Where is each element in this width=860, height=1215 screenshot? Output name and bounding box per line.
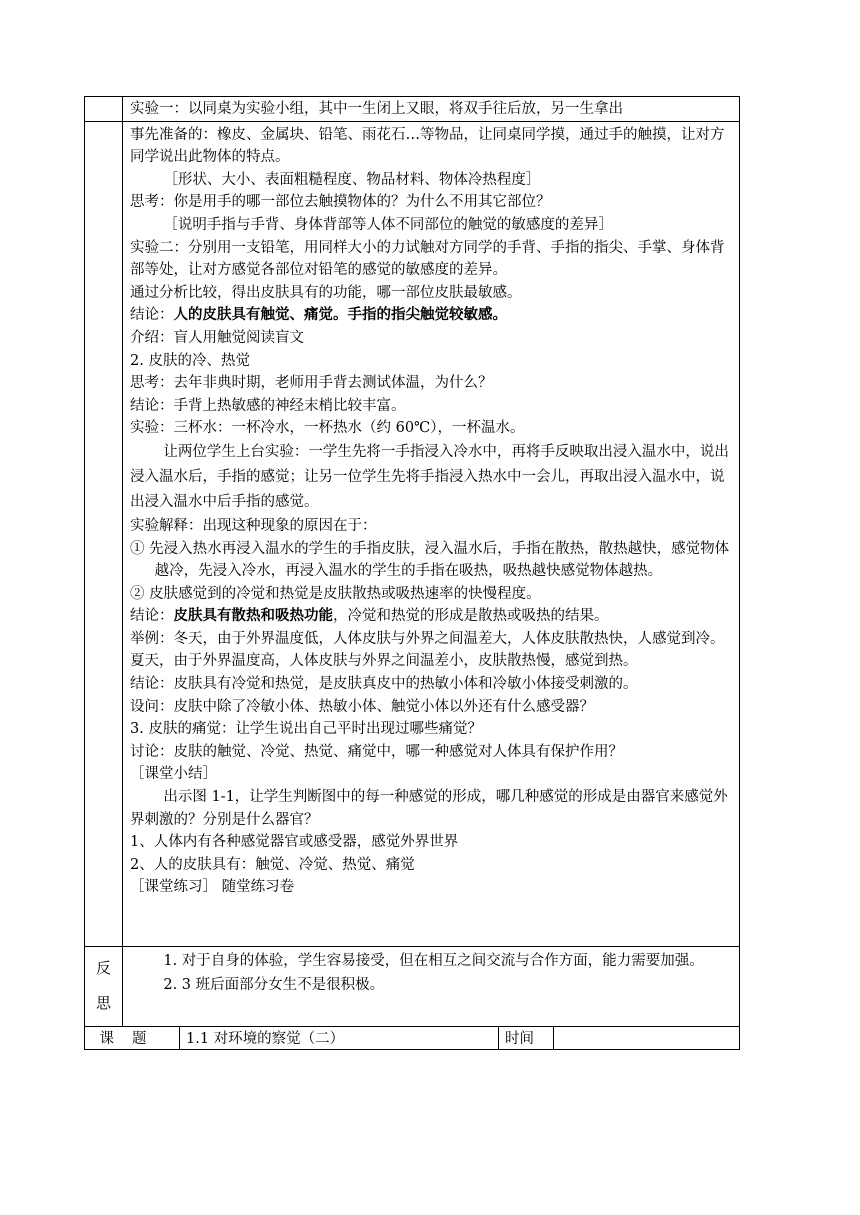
row1-content-cell: [123, 97, 740, 122]
paragraph-7: [130, 304, 733, 327]
time-value: [554, 1026, 740, 1049]
conclusion-prefix: 结论：: [130, 307, 174, 324]
paragraph-13: 让两位学生上台实验：一学生先将一手指浸入冷水中，再将手反映取出浸入温水中，说出浸入温水后，手指的感觉；让另一位学生先将手指浸入热水中一会儿，再取出浸入温水中，说出浸入温水中后手指的感觉。: [130, 443, 729, 510]
class-practice-line: ［课堂练习］ 随堂练习卷: [130, 879, 295, 896]
row-experiment-one: [85, 97, 740, 122]
paragraph-1: 事先准备的：橡皮、金属块、铅笔、雨花石…等物品，让同桌同学摸，通过手的触摸，让对方同学说出此物体的特点。: [130, 126, 725, 166]
reflection-label-cell: [85, 946, 123, 1026]
reflection-item-2: 2. 3 班后面部分女生不是很积极。: [163, 976, 385, 993]
paragraph-10: 思考：去年非典时期，老师用手背去测试体温，为什么？: [130, 375, 493, 392]
paragraph-4: ［说明手指与手背、身体背部等人体不同部位的触觉的敏感度的差异］: [163, 216, 613, 233]
paragraph-17: [130, 605, 733, 628]
paragraph-8: 介绍：盲人用触觉阅读盲文: [130, 329, 304, 346]
paragraph-14: 实验解释：出现这种现象的原因在于：: [130, 517, 377, 534]
topic-value: 1.1 对环境的察觉（二）: [180, 1026, 499, 1049]
main-content-cell: [123, 121, 740, 946]
paragraph-20: 设问：皮肤中除了冷敏小体、热敏小体、触觉小体以外还有什么感受器？: [130, 698, 594, 715]
reflection-content-cell: [123, 946, 740, 1026]
conclusion-prefix: 结论：: [130, 608, 174, 625]
paragraph-11: 结论：手背上热敏感的神经末梢比较丰富。: [130, 397, 406, 414]
class-summary-heading: ［课堂小结］: [130, 766, 217, 783]
reflection-item-1: 1. 对于自身的体验，学生容易接受，但在相互之间交流与合作方面，能力需要加强。: [163, 952, 704, 969]
paragraph-16: ② 皮肤感觉到的冷觉和热觉是皮肤散热或吸热速率的快慢程度。: [130, 585, 541, 602]
row-main-content: [85, 121, 740, 946]
row-topic: [85, 1026, 740, 1049]
paragraph-21: 3. 皮肤的痛觉：让学生说出自己平时出现过哪些痛觉？: [130, 721, 482, 738]
experiment-one-line: 实验一：以同桌为实验小组，其中一生闭上又眼，将双手往后放，另一生拿出: [130, 101, 623, 117]
reflection-label-char-2: 思: [95, 994, 111, 1013]
lesson-table: [84, 96, 740, 1050]
paragraph-22: 讨论：皮肤的触觉、冷觉、热觉、痛觉中，哪一种感觉对人体具有保护作用？: [130, 743, 623, 760]
paragraph-15: ① 先浸入热水再浸入温水的学生的手指皮肤，浸入温水后，手指在散热，散热越快，感觉物体越冷，先浸入冷水，再浸入温水的学生的手指在吸热，吸热越快感觉物体越热。: [130, 540, 730, 580]
reflection-label-char-1: 反: [95, 959, 111, 978]
summary-point-1: 1、人体内有各种感觉器官或感受器，感觉外界世界: [130, 834, 459, 851]
paragraph-18: 举例：冬天，由于外界温度低，人体皮肤与外界之间温差大，人体皮肤散热快，人感觉到冷。夏天，由于外界温度高，人体皮肤与外界之间温差小，皮肤散热慢，感觉到热。: [130, 630, 725, 670]
paragraph-3: 思考：你是用手的哪一部位去触摸物体的？为什么不用其它部位？: [130, 194, 551, 211]
row1-label-cell: [85, 97, 123, 122]
paragraph-12: 实验：三杯水：一杯冷水，一杯热水（约 60℃），一杯温水。: [130, 420, 525, 437]
row-reflection: [85, 946, 740, 1026]
paragraph-5: 实验二：分别用一支铅笔，用同样大小的力试触对方同学的手背、手指的指尖、手掌、身体背部等处，让对方感觉各部位对铅笔的感觉的敏感度的差异。: [130, 239, 725, 279]
conclusion-rest: ，冷觉和热觉的形成是散热或吸热的结果。: [333, 608, 609, 625]
paragraph-6: 通过分析比较，得出皮肤具有的功能，哪一部位皮肤最敏感。: [130, 284, 522, 301]
topic-title-label: 课题: [85, 1026, 180, 1049]
paragraph-2: ［形状、大小、表面粗糙程度、物品材料、物体冷热程度］: [163, 171, 541, 188]
conclusion-bold-text: 人的皮肤具有触觉、痛觉。手指的指尖触觉较敏感。: [173, 306, 507, 324]
conclusion-bold-text: 皮肤具有散热和吸热功能: [173, 607, 333, 625]
paragraph-19: 结论：皮肤具有冷觉和热觉，是皮肤真皮中的热敏小体和冷敏小体接受刺激的。: [130, 676, 638, 693]
main-label-cell: [85, 121, 123, 946]
paragraph-9: 2. 皮肤的冷、热觉: [130, 352, 250, 369]
lesson-plan-page: [84, 96, 739, 1050]
time-label: 时间: [499, 1026, 554, 1049]
paragraph-24: 出示图 1-1，让学生判断图中的每一种感觉的形成，哪几种感觉的形成是由器官来感觉外界刺激的？分别是什么器官？: [130, 789, 728, 828]
summary-point-2: 2、人的皮肤具有：触觉、冷觉、热觉、痛觉: [130, 856, 415, 873]
